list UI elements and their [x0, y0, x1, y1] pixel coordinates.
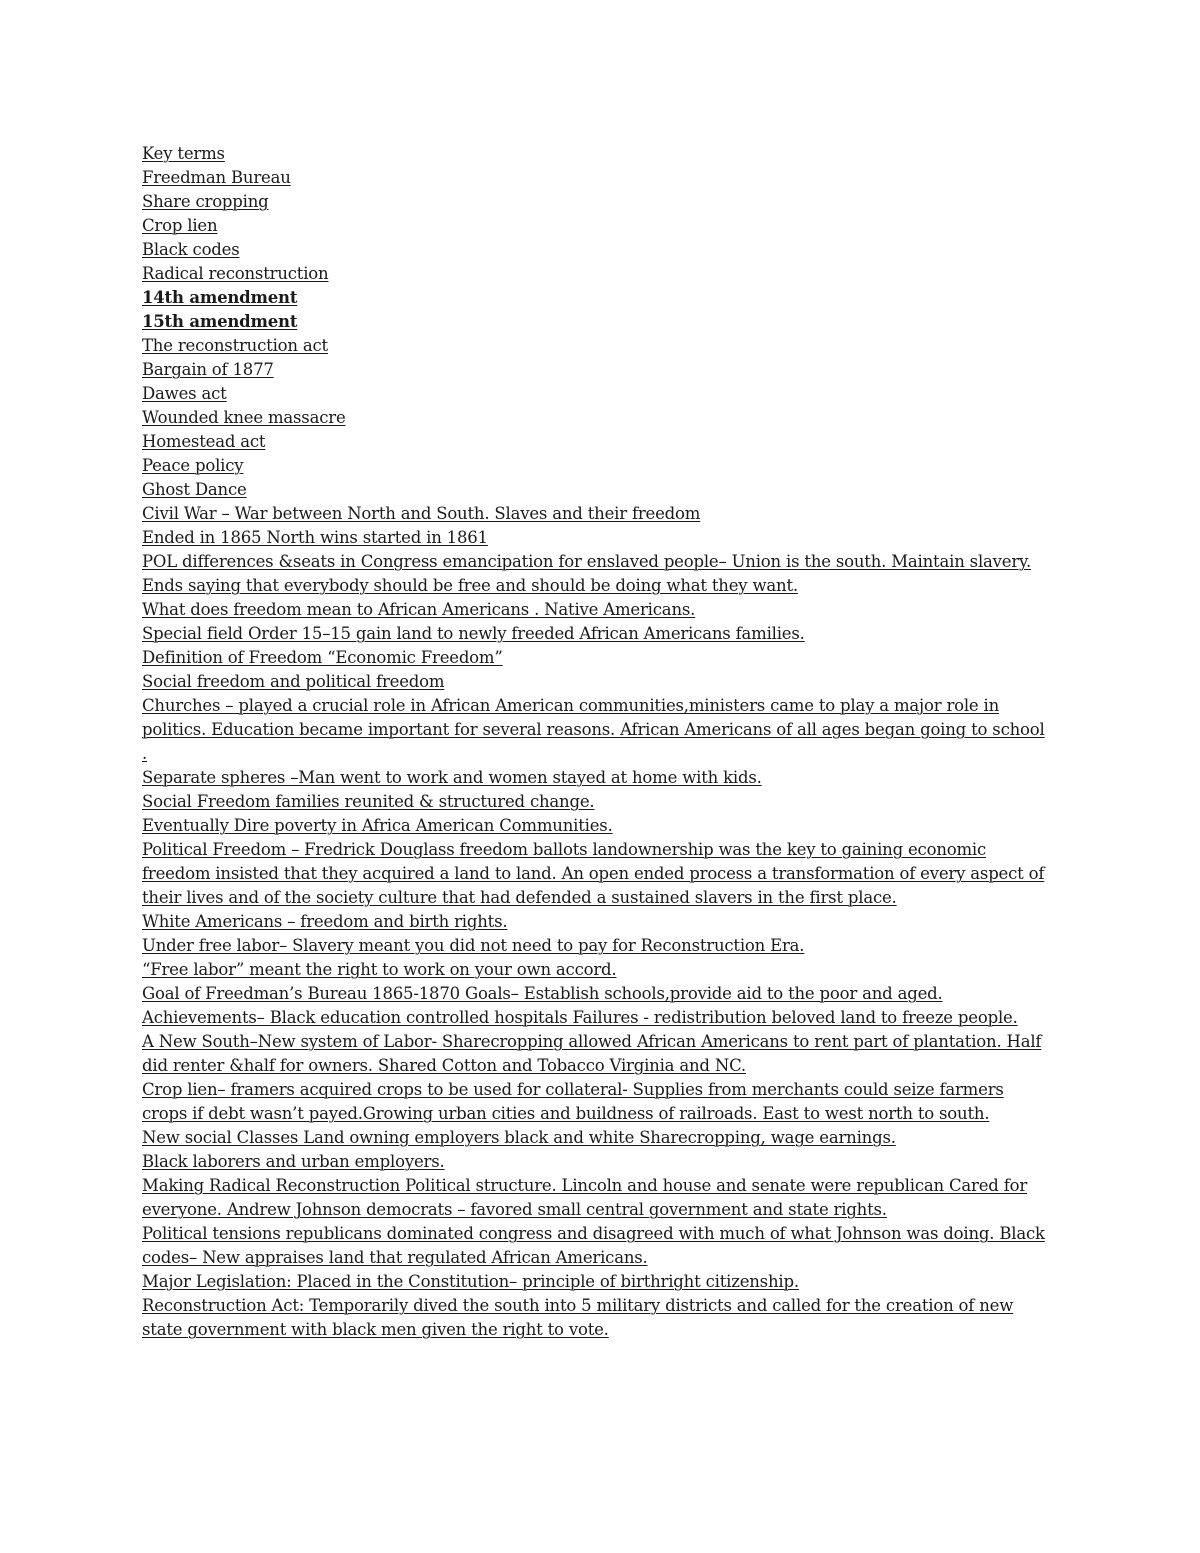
note-paragraph: Civil War – War between North and South. Slaves and their freedom	[142, 504, 701, 523]
note-paragraph: Major Legislation: Placed in the Constitution– principle of birthright citizenship.	[142, 1272, 799, 1291]
note-paragraph: Churches – played a crucial role in African American communities,ministers came to play a major role in politics. Education became important for several reasons. African Americans of all ages began going to school .	[142, 696, 1045, 763]
key-term-item: Black codes	[142, 240, 240, 259]
key-term-item: Share cropping	[142, 192, 269, 211]
document-body	[142, 142, 1052, 1342]
note-paragraph: “Free labor” meant the right to work on your own accord.	[142, 960, 617, 979]
note-paragraph: Special field Order 15–15 gain land to newly freeded African Americans families.	[142, 624, 805, 643]
note-paragraph: Social freedom and political freedom	[142, 672, 445, 691]
key-term-item: Freedman Bureau	[142, 168, 291, 187]
note-paragraph: Political Freedom – Fredrick Douglass freedom ballots landownership was the key to gaining economic freedom insisted that they acquired a land to land. An open ended process a transformation of every aspect of their lives and of the society culture that had defended a sustained slavers in the first place.	[142, 840, 1045, 907]
note-paragraph: Achievements– Black education controlled hospitals Failures - redistribution beloved land to freeze people.	[142, 1008, 1018, 1027]
key-term-item: 14th amendment	[142, 288, 298, 307]
note-paragraph: A New South–New system of Labor- Sharecropping allowed African Americans to rent part of plantation. Half did renter &half for owners. Shared Cotton and Tobacco Virginia and NC.	[142, 1032, 1042, 1075]
note-paragraph: Separate spheres –Man went to work and women stayed at home with kids.	[142, 768, 762, 787]
note-paragraph: Ended in 1865 North wins started in 1861	[142, 528, 488, 547]
key-term-item: The reconstruction act	[142, 336, 328, 355]
key-term-item: Dawes act	[142, 384, 227, 403]
key-term-item: Homestead act	[142, 432, 266, 451]
key-term-item: Wounded knee massacre	[142, 408, 346, 427]
note-paragraph: Black laborers and urban employers.	[142, 1152, 445, 1171]
note-paragraph: Reconstruction Act: Temporarily dived the south into 5 military districts and called for the creation of new state government with black men given the right to vote.	[142, 1296, 1014, 1339]
key-term-item: Peace policy	[142, 456, 244, 475]
key-term-item: Crop lien	[142, 216, 218, 235]
note-paragraph: Ends saying that everybody should be free and should be doing what they want.	[142, 576, 798, 595]
note-paragraph: Social Freedom families reunited & structured change.	[142, 792, 595, 811]
note-paragraph: What does freedom mean to African Americans . Native Americans.	[142, 600, 696, 619]
note-paragraph: Political tensions republicans dominated congress and disagreed with much of what Johnson was doing. Black codes– New appraises land that regulated African Americans.	[142, 1224, 1045, 1267]
note-paragraph: White Americans – freedom and birth rights.	[142, 912, 508, 931]
note-paragraph: Crop lien– framers acquired crops to be used for collateral- Supplies from merchants could seize farmers crops if debt wasn’t payed.Growing urban cities and buildness of railroads. East to west north to south.	[142, 1080, 1004, 1123]
note-paragraph: Goal of Freedman’s Bureau 1865-1870 Goals– Establish schools,provide aid to the poor and aged.	[142, 984, 943, 1003]
note-paragraph: Definition of Freedom “Economic Freedom”	[142, 648, 503, 667]
key-term-item: Ghost Dance	[142, 480, 247, 499]
heading-key-terms: Key terms	[142, 144, 225, 163]
key-term-item: 15th amendment	[142, 312, 298, 331]
note-paragraph: Under free labor– Slavery meant you did not need to pay for Reconstruction Era.	[142, 936, 805, 955]
note-paragraph: Making Radical Reconstruction Political structure. Lincoln and house and senate were republican Cared for everyone. Andrew Johnson democrats – favored small central government and state rights.	[142, 1176, 1028, 1219]
key-term-item: Radical reconstruction	[142, 264, 329, 283]
note-paragraph: New social Classes Land owning employers black and white Sharecropping, wage earnings.	[142, 1128, 896, 1147]
key-term-item: Bargain of 1877	[142, 360, 274, 379]
note-paragraph: Eventually Dire poverty in Africa American Communities.	[142, 816, 613, 835]
note-paragraph: POL differences &seats in Congress emancipation for enslaved people– Union is the south. Maintain slavery.	[142, 552, 1032, 571]
